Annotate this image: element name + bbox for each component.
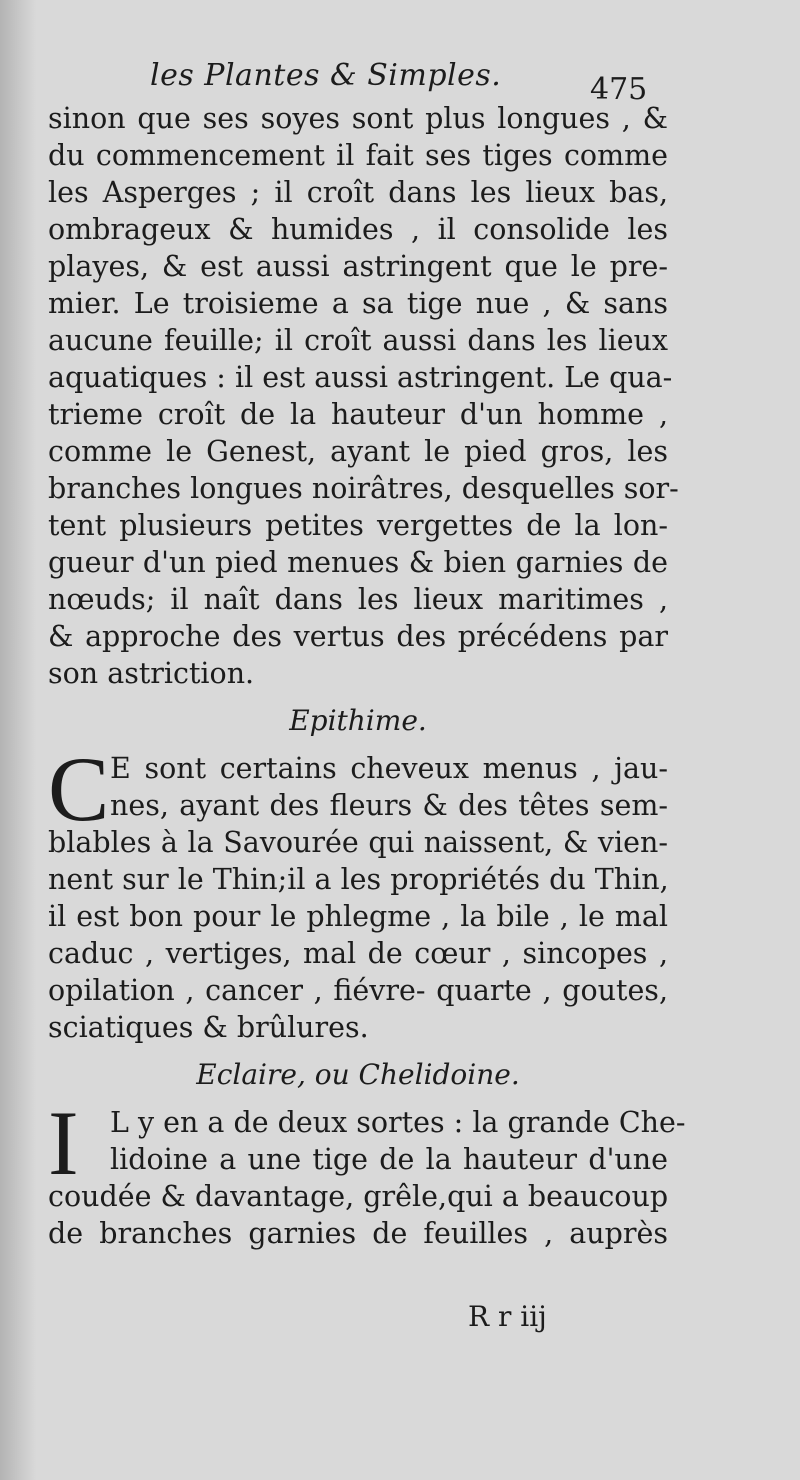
text-line: trieme croît de la hauteur d'un homme , [48,398,668,431]
gutter-shadow [0,0,36,1480]
section-heading-epithime: Epithime. [289,704,427,737]
text-line: branches longues noirâtres, desquelles sor- [48,472,679,505]
text-line: aucune feuille; il croît aussi dans les lieux [48,324,668,357]
text-line: lidoine a une tige de la hauteur d'une [110,1143,668,1176]
text-block [48,100,686,1252]
text-line: blables à la Savourée qui naissent, & vien- [48,826,668,859]
text-line: opilation , cancer , fiévre- quarte , goutes, [48,974,668,1007]
epithime-paragraph [48,738,669,1046]
text-line: ombrageux & humides , il consolide les [48,213,668,246]
text-line: il est bon pour le phlegme , la bile , le mal [48,900,668,933]
text-line: tent plusieurs petites vergettes de la lon- [48,509,668,542]
running-head: les Plantes & Simples. [150,58,502,93]
text-line: mier. Le troisieme a sa tige nue , & sans [48,287,668,320]
text-line: E sont certains cheveux menus , jau- [110,752,668,785]
text-line: son astriction. [48,657,255,690]
drop-cap: C [48,738,110,840]
text-line: de branches garnies de feuilles , auprès [48,1217,668,1250]
text-line: playes, & est aussi astringent que le pre- [48,250,668,283]
drop-cap: I [48,1092,79,1194]
text-line: nes, ayant des fleurs & des têtes sem- [110,789,668,822]
text-line: caduc , vertiges, mal de cœur , sincopes , [48,937,668,970]
page-number: 475 [590,72,648,107]
signature-mark: R r iij [468,1300,547,1333]
continuation-paragraph [48,100,679,692]
text-line: nent sur le Thin;il a les propriétés du Thin, [48,863,669,896]
text-line: coudée & davantage, grêle,qui a beaucoup [48,1180,669,1213]
text-line: les Asperges ; il croît dans les lieux bas, [48,176,668,209]
text-line: L y en a de deux sortes : la grande Che- [110,1106,686,1139]
text-line: sciatiques & brûlures. [48,1011,369,1044]
eclaire-paragraph [48,1092,686,1252]
text-line: gueur d'un pied menues & bien garnies de [48,546,668,579]
text-line: du commencement il fait ses tiges comme [48,139,668,172]
section-heading-eclaire: Eclaire, ou Chelidoine. [196,1058,520,1091]
text-line: comme le Genest, ayant le pied gros, les [48,435,668,468]
text-line: & approche des vertus des précédens par [48,620,668,653]
text-line: sinon que ses soyes sont plus longues , & [48,102,668,135]
text-line: aquatiques : il est aussi astringent. Le qua- [48,361,673,394]
text-line: nœuds; il naît dans les lieux maritimes , [48,583,668,616]
